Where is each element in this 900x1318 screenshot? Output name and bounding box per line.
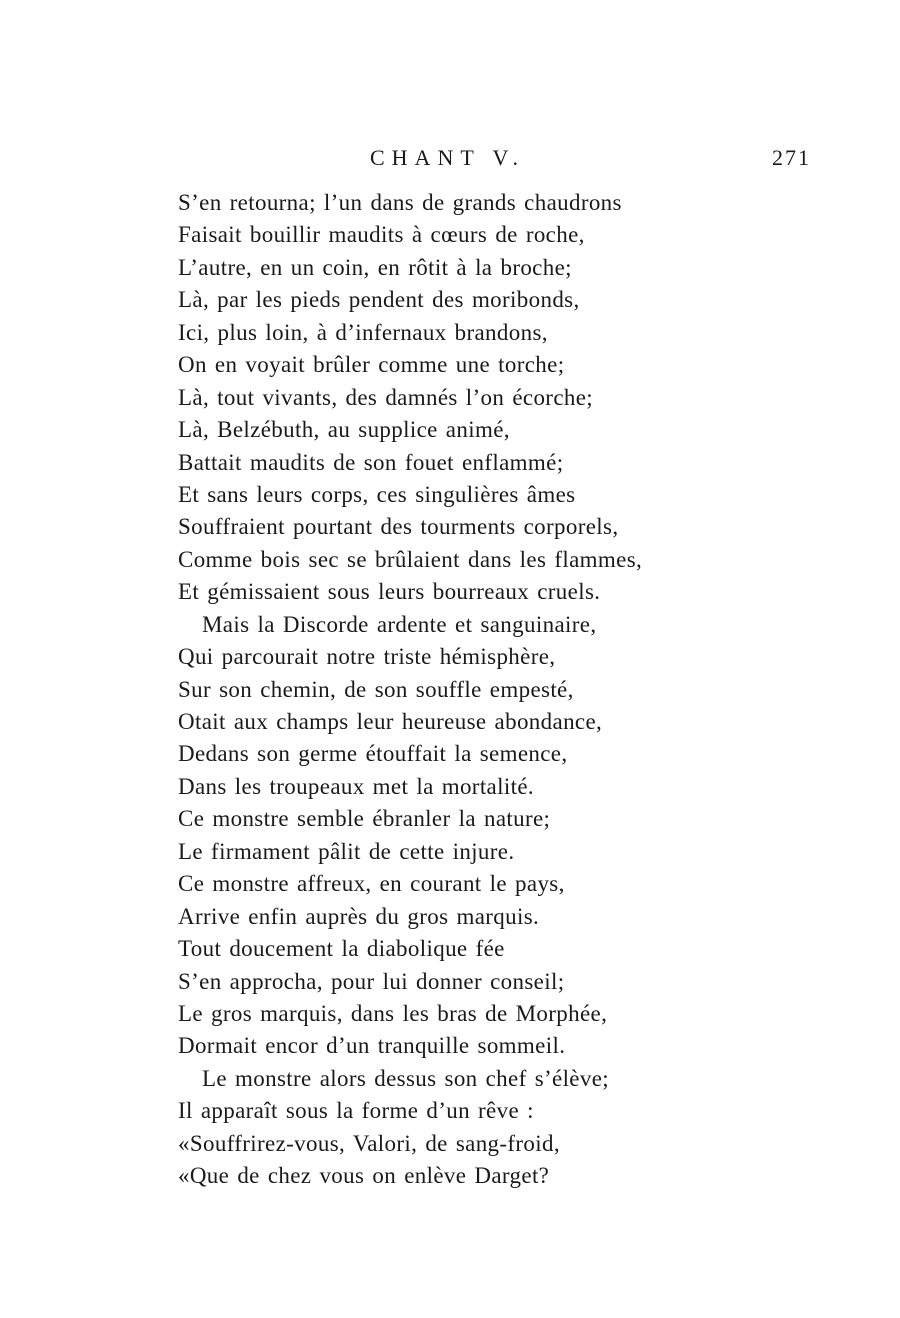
verse-line: Dans les troupeaux met la mortalité. xyxy=(178,773,534,799)
verse-line: Ce monstre semble ébranler la nature; xyxy=(178,806,551,832)
verse-line: Là, Belzébuth, au supplice animé, xyxy=(178,417,510,443)
verse-line: Ici, plus loin, à d’infernaux brandons, xyxy=(178,319,548,345)
verse-line: S’en approcha, pour lui donner conseil; xyxy=(178,968,565,994)
verse-line: Arrive enfin auprès du gros marquis. xyxy=(178,903,540,929)
verse-line: On en voyait brûler comme une torche; xyxy=(178,352,565,378)
verse-line: Otait aux champs leur heureuse abondance, xyxy=(178,709,603,734)
verse-line: Comme bois sec se brûlaient dans les flammes, xyxy=(178,546,643,572)
verse-line: Qui parcourait notre triste hémisphère, xyxy=(178,644,556,670)
page-number: 271 xyxy=(772,145,811,170)
verse-line: Ce monstre affreux, en courant le pays, xyxy=(178,871,565,897)
verse-line: Dormait encor d’un tranquille sommeil. xyxy=(178,1033,566,1059)
verse-line: Là, tout vivants, des damnés l’on écorche; xyxy=(178,384,594,410)
verse-line: Le firmament pâlit de cette injure. xyxy=(178,838,515,864)
verse-line: Et gémissaient sous leurs bourreaux cruels. xyxy=(178,579,601,605)
verse-line: Dedans son germe étouffait la semence, xyxy=(178,741,568,767)
verse-line: S’en retourna; l’un dans de grands chaudrons xyxy=(178,190,622,215)
verse-line: Sur son chemin, de son souffle empesté, xyxy=(178,676,574,702)
verse-line: Là, par les pieds pendent des moribonds, xyxy=(178,287,580,313)
chapter-title: CHANT V. xyxy=(370,145,526,170)
verse-line: «Que de chez vous on enlève Darget? xyxy=(178,1163,550,1189)
verse-line: Le gros marquis, dans les bras de Morphée, xyxy=(178,1000,608,1026)
verse-line: Faisait bouillir maudits à cœurs de roche, xyxy=(178,222,585,248)
verse-line: L’autre, en un coin, en rôtit à la broche; xyxy=(178,254,572,280)
verse-line: Battait maudits de son fouet enflammé; xyxy=(178,449,564,475)
running-head xyxy=(0,143,900,177)
verse-line: Souffraient pourtant des tourments corporels, xyxy=(178,514,619,540)
verse-line: Le monstre alors dessus son chef s’élève; xyxy=(202,1065,610,1091)
verse-line: Mais la Discorde ardente et sanguinaire, xyxy=(202,611,597,637)
verse-line: «Souffrirez-vous, Valori, de sang-froid, xyxy=(178,1130,560,1156)
verse-line: Il apparaît sous la forme d’un rêve : xyxy=(178,1098,534,1124)
verse-block xyxy=(178,187,778,1193)
verse-line: Tout doucement la diabolique fée xyxy=(178,936,505,962)
verse-line: Et sans leurs corps, ces singulières âmes xyxy=(178,481,576,507)
